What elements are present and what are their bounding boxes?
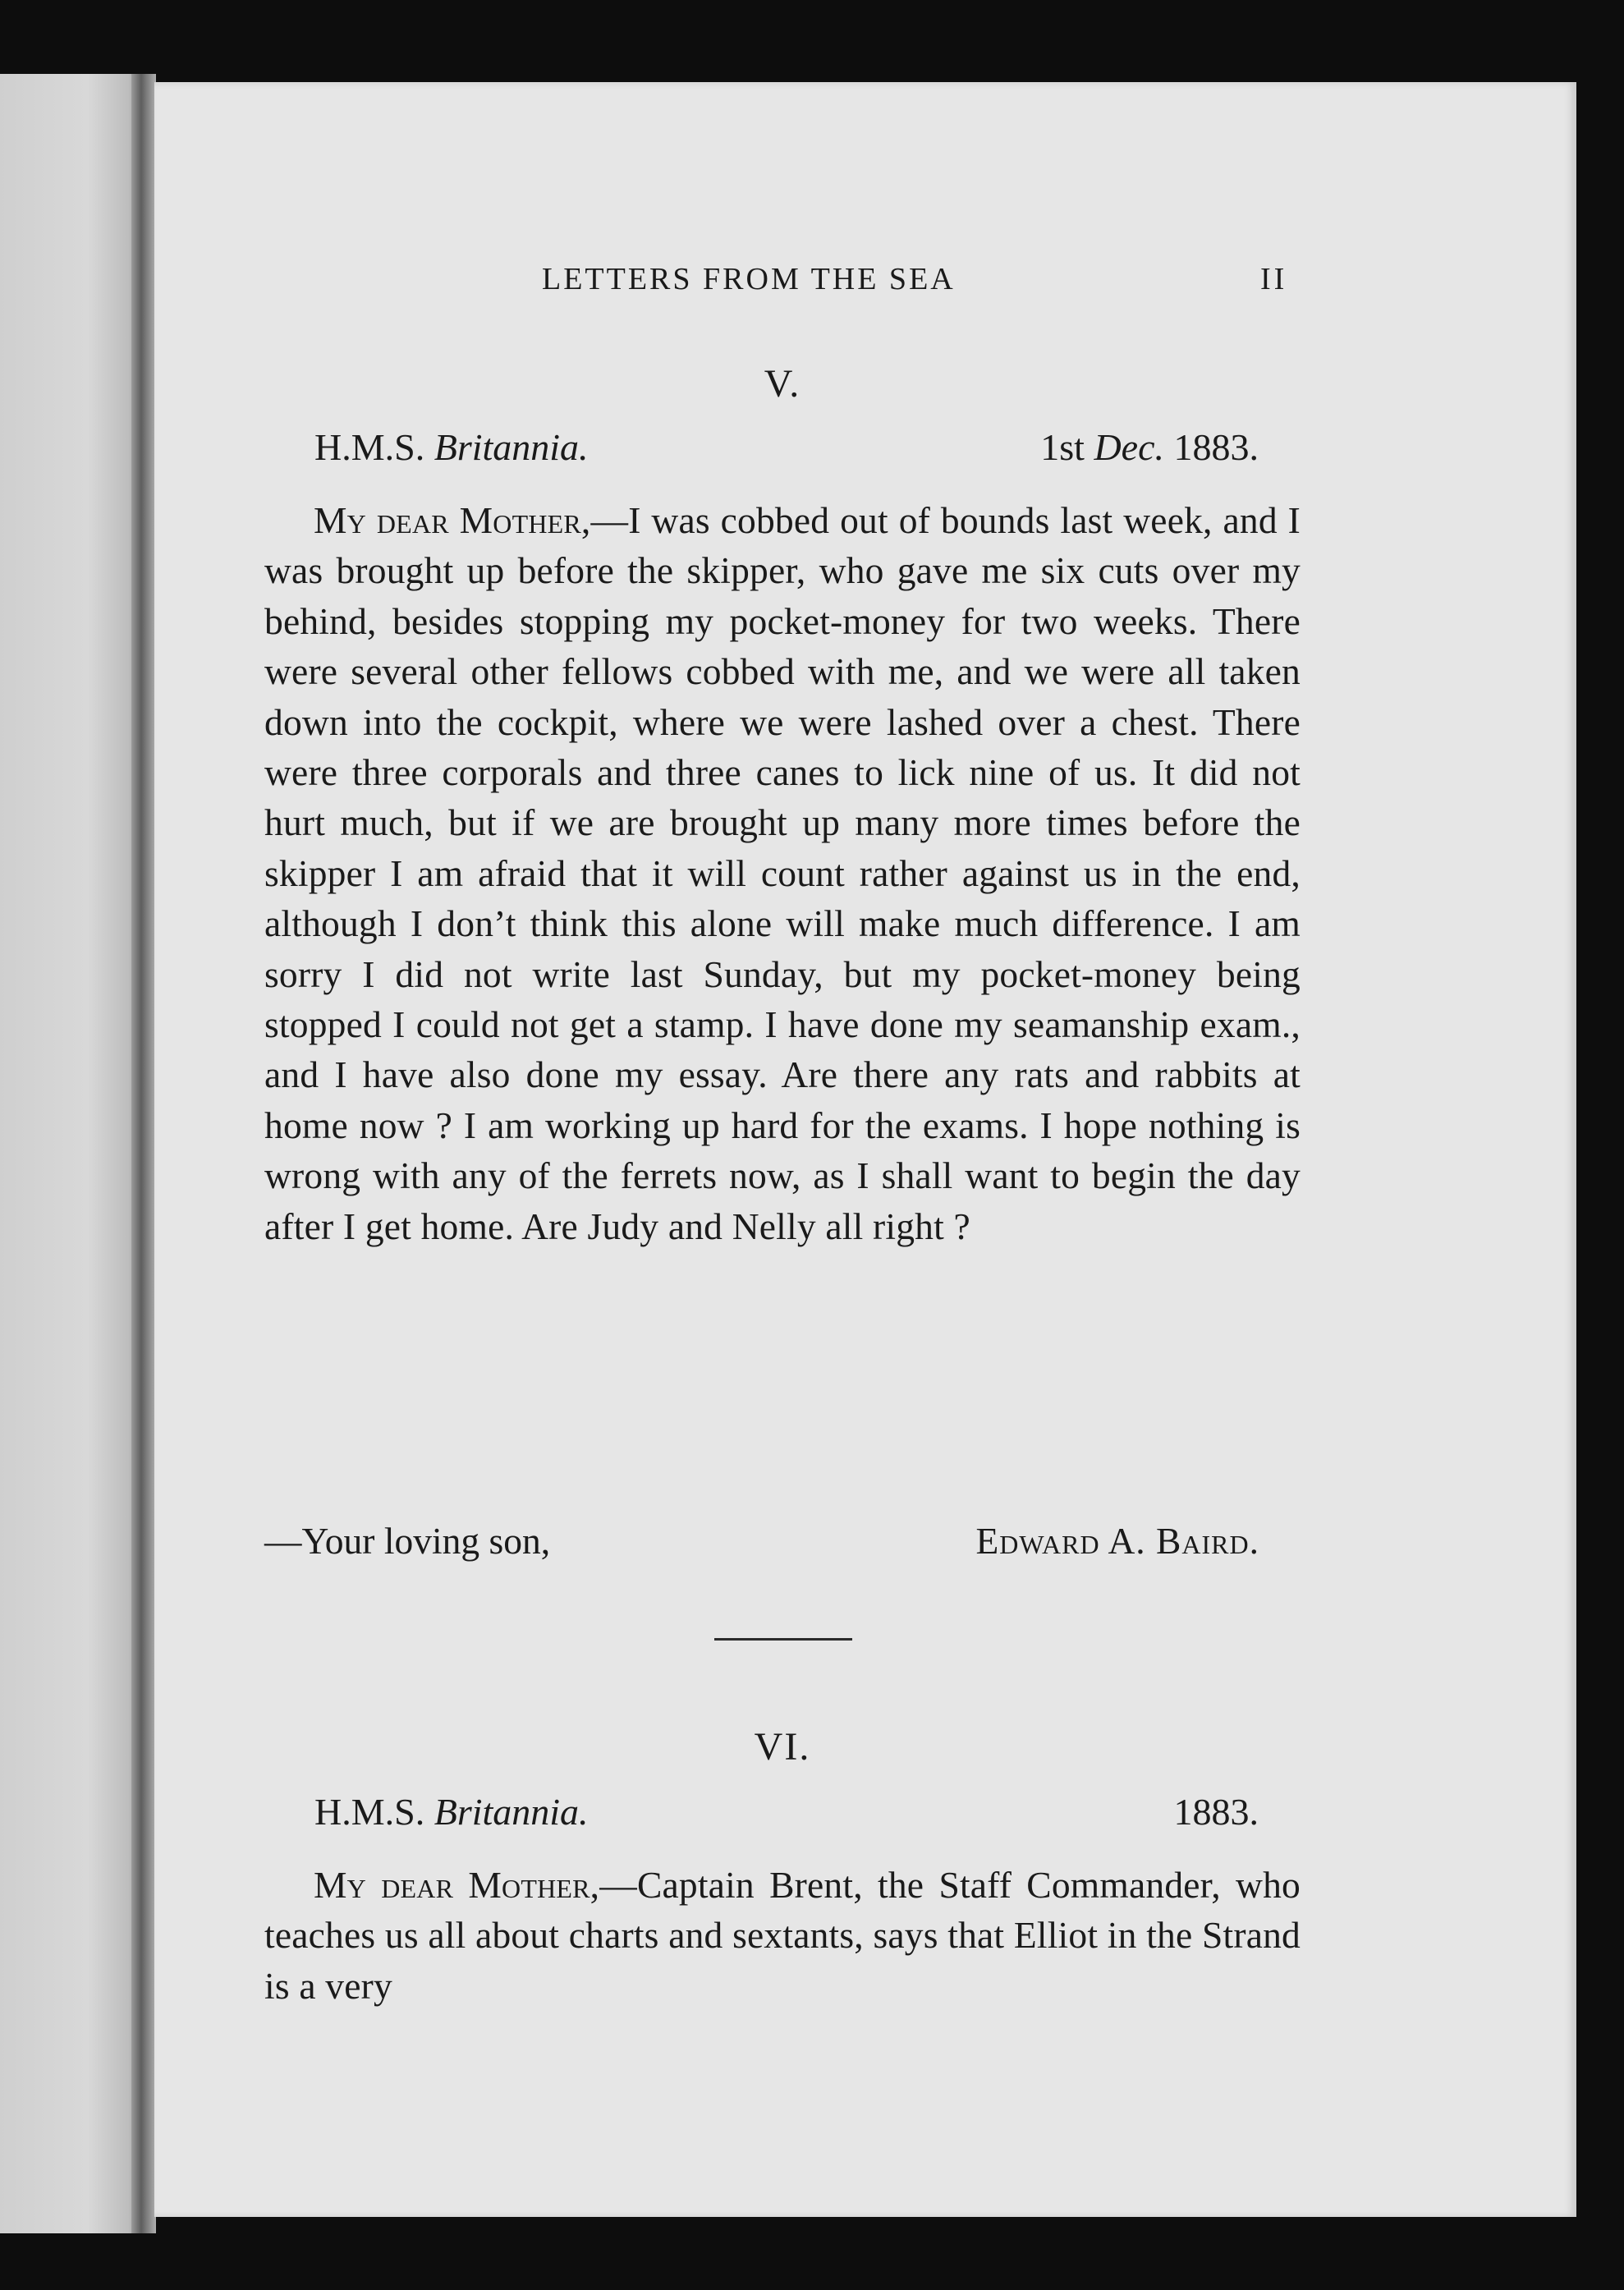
ship-prefix: H.M.S. [314,426,434,468]
letter-date [1040,425,1259,469]
letter-closing: —Your loving son, [264,1520,551,1562]
ship-name-italic: Britannia. [434,1791,589,1833]
running-head [0,261,1624,302]
letter-signoff [264,1519,1259,1570]
letter-body [264,495,1301,1251]
letter-number: V. [764,362,801,406]
letter-signature: Edward A. Baird. [975,1520,1259,1562]
letter-salutation: My dear Mother, [314,1864,600,1906]
ship-name [314,425,589,469]
ship-prefix: H.M.S. [314,1791,434,1833]
date-month: Dec. [1094,426,1164,468]
letter-dateline [314,1790,1259,1847]
page-number: II [1260,262,1288,296]
letter-dateline [314,425,1259,483]
letter-body [264,1860,1301,2011]
date-year: 1883. [1164,426,1259,468]
section-divider [714,1638,852,1641]
letter-date: 1883. [1173,1791,1259,1833]
running-head-title: LETTERS FROM THE SEA [542,262,956,296]
letter-paragraph [264,495,1301,1251]
letter-body-text: —I was cobbed out of bounds last week, and I was brought up before the skipper, who gave me six cuts over my behind, besides stopping my pocket-money for two weeks. There were several other fellows cobbed with me, and we were all taken down into the cockpit, where we were lashed over a chest. There were three corporals and three canes to lick nine of us. It did not hurt much, but if we are brought up many more times before the skipper I am afraid that it will count rather against us in the end, although I don’t think this alone will make much difference. I am sorry I did not write last Sunday, but my pocket-money being stopped I could not get a stamp. I have done my seamanship exam., and I have also done my essay. Are there any rats and rabbits at home now ? I am working up hard for the exams. I hope nothing is wrong with any of the ferrets now, as I shall want to begin the day after I get home. Are Judy and Nelly all right ? [264,499,1301,1247]
letter-number: VI. [754,1725,811,1769]
ship-name-italic: Britannia. [434,426,589,468]
letter-salutation: My dear Mother, [314,499,591,541]
letter-body-text: —Captain Brent, the Staff Commander, who teaches us all about charts and sextants, says that Elliot in the Strand is a very [264,1864,1301,2007]
ship-name [314,1790,589,1833]
date-day: 1st [1040,426,1094,468]
letter-paragraph [264,1860,1301,2011]
